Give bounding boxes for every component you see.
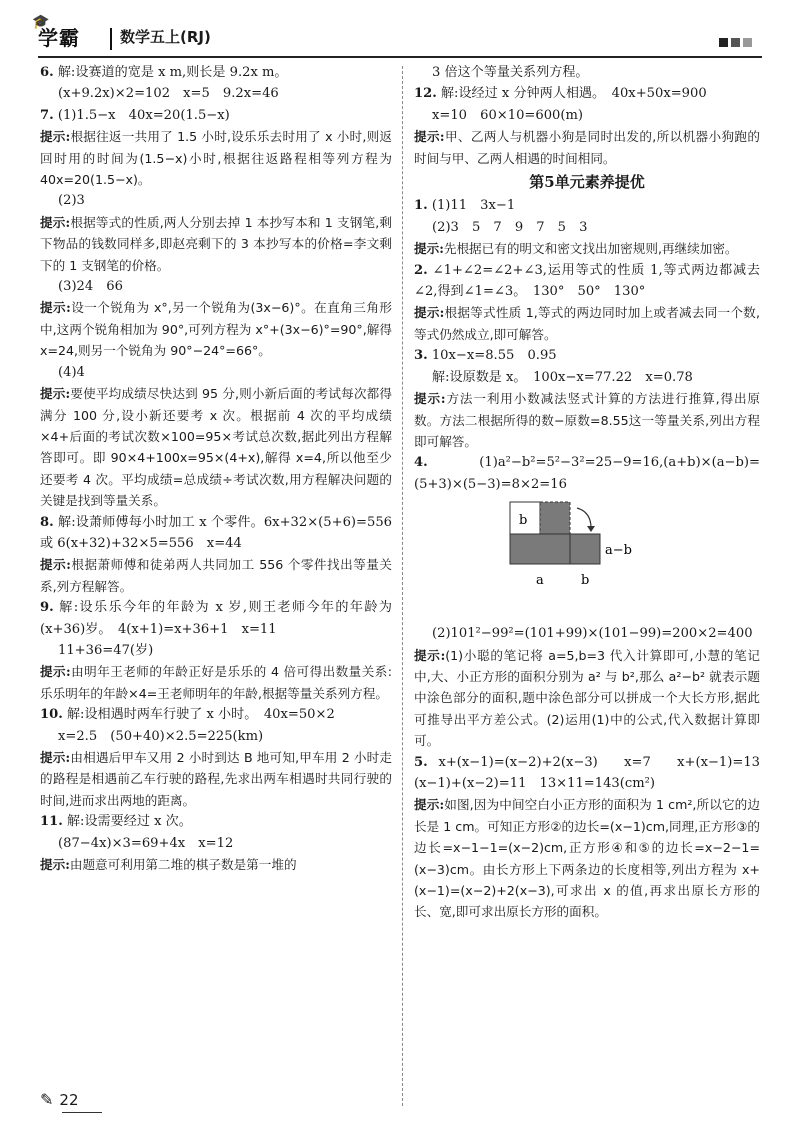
answer-line [414, 195, 760, 216]
hint-label: 提示: [40, 664, 71, 680]
answer-text: (1)a²−b²=5²−3²=25−9=16,(a+b)×(a−b)=(5+3)×(5−3)=8×2=16 [414, 455, 760, 492]
answer-text: x=10 60×10=600(m) [432, 107, 584, 123]
answer-line [40, 811, 392, 832]
answer-line [40, 597, 392, 640]
hint-text: 由题意可利用第二堆的棋子数是第一堆的 [69, 857, 297, 873]
hint-paragraph [40, 383, 392, 511]
hint-paragraph [40, 747, 392, 811]
header-mark [743, 38, 752, 47]
question-number: 5. [414, 754, 428, 770]
moved-piece-outline [540, 502, 570, 534]
answer-line [40, 276, 392, 297]
answer-line [40, 83, 392, 104]
answer-text: (2)101²−99²=(101+99)×(101−99)=200×2=400 [432, 626, 753, 642]
hint-paragraph [40, 554, 392, 597]
answer-line [414, 623, 760, 644]
cap-icon: 🎓 [32, 14, 51, 30]
hint-paragraph [414, 645, 760, 752]
question-number: 12. [414, 86, 437, 102]
answer-text: 解:设经过 x 分钟两人相遇。 40x+50x=900 [440, 86, 707, 102]
right-column-mid [414, 195, 760, 495]
hint-text: 根据萧师傅和徒弟两人共同加工 556 个零件找出等量关系,列方程解答。 [40, 557, 392, 594]
answer-line [40, 640, 392, 661]
answer-line [40, 362, 392, 383]
label-b: b [581, 573, 590, 589]
answer-line [414, 62, 760, 83]
hint-text: 根据等式的性质,两人分别去掉 1 本抄写本和 1 支钢笔,剩下物品的钱数同样多,即赵亮剩下的 3 本抄写本的价格=李文剩下的 1 支钢笔的价格。 [40, 214, 393, 273]
answer-text: (2)3 5 7 9 7 5 3 [432, 219, 588, 235]
answer-line [40, 62, 392, 83]
answer-text: 解:设乐乐今年的年龄为 x 岁,则王老师今年的年龄为(x+36)岁。 4(x+1)=x+36+1 x=11 [40, 600, 392, 637]
hint-label: 提示: [414, 647, 446, 663]
question-number: 1. [414, 198, 428, 214]
hint-text: 由明年王老师的年龄正好是乐乐的 4 倍可得出数量关系:乐乐明年的年龄×4=王老师明年的年龄,根据等量关系列方程。 [40, 664, 392, 701]
hint-label: 提示: [40, 557, 71, 573]
header-separator [110, 28, 112, 50]
answer-line [40, 190, 392, 211]
question-number: 7. [40, 107, 54, 123]
label-a-minus-b: a−b [605, 543, 632, 559]
answer-text: 解:设萧师傅每小时加工 x 个零件。6x+32×(5+6)=556 或 6(x+32)+32×5=556 x=44 [40, 514, 392, 551]
arrow-curve [577, 508, 591, 528]
hint-label: 提示: [40, 129, 71, 145]
answer-text: 解:设原数是 x。 100x−x=77.22 x=0.78 [432, 369, 693, 385]
question-number: 6. [40, 65, 54, 80]
right-column-bottom [414, 623, 774, 923]
question-number: 8. [40, 514, 54, 530]
answer-line [40, 512, 392, 555]
hint-paragraph [40, 661, 392, 704]
page-header [32, 14, 762, 64]
hint-paragraph [40, 297, 392, 361]
hint-text: 设一个锐角为 x°,另一个锐角为(3x−6)°。在直角三角形中,这两个锐角相加为 90°,可列方程为 x°+(3x−6)°=90°,解得x=24,则另一个锐角为 90°−24°=66°。 [40, 300, 392, 359]
answer-line [40, 704, 392, 725]
answer-line [414, 452, 760, 495]
answer-text: (1)11 3x−1 [431, 198, 516, 214]
answer-text: (87−4x)×3=69+4x x=12 [58, 835, 234, 851]
right-column-top [414, 62, 760, 169]
arrow-head-icon [587, 526, 595, 532]
right-column [414, 62, 774, 923]
figure-svg [509, 498, 659, 618]
hint-text: 根据等式性质 1,等式的两边同时加上或者减去同一个数,等式仍然成立,即可解答。 [414, 305, 760, 342]
answer-line [40, 833, 392, 854]
hint-label: 提示: [414, 305, 445, 321]
question-number: 10. [40, 707, 63, 723]
section-title: 第5单元素养提优 [529, 173, 645, 192]
question-number: 9. [40, 600, 54, 616]
answer-line [414, 105, 760, 126]
hint-text: 先根据已有的明文和密文找出加密规则,再继续加密。 [443, 241, 738, 257]
answer-line [414, 260, 760, 303]
page-number: 22 [59, 1091, 79, 1109]
hint-paragraph [414, 238, 760, 259]
hint-paragraph [414, 794, 760, 922]
hint-label: 提示: [40, 214, 71, 230]
hint-paragraph [414, 302, 760, 345]
left-column [40, 62, 392, 875]
hint-label: 提示: [414, 241, 444, 257]
square-difference-figure [414, 498, 760, 620]
answer-text: (2)3 [58, 193, 85, 209]
answer-text: 解:设相遇时两车行驶了 x 小时。 40x=50×2 [66, 707, 335, 723]
brand-name: 学霸 [38, 26, 80, 50]
hint-label: 提示: [414, 129, 445, 145]
hint-paragraph [40, 854, 392, 875]
hint-paragraph [414, 388, 760, 452]
column-divider [402, 66, 403, 1106]
answer-line [414, 752, 774, 795]
answer-text: 11+36=47(岁) [58, 642, 154, 658]
answer-text: 3 倍这个等量关系列方程。 [432, 65, 589, 80]
answer-line [414, 217, 760, 238]
hint-text: 由相遇后甲车又用 2 小时到达 B 地可知,甲车用 2 小时走的路程是相遇前乙车行驶的路程,先求出两车相遇时共同行驶的时间,进而求出两地的距离。 [40, 750, 392, 808]
hint-text: 如图,因为中间空白小正方形的面积为 1 cm²,所以它的边长是 1 cm。可知正方形②的边长=(x−1)cm,同理,正方形③的边长=x−1−1=(x−2)cm,正方形④和⑤的边长=x−2−1=(x−3)cm。由长方形上下两条边的长度相等,列出方程为 x+(x−1)=(x−2)+2(x−3),可求出 x 的值,再求出原长方形的长、宽,即可求出原长方形的面积。 [414, 797, 760, 920]
question-number: 2. [414, 262, 428, 278]
hint-label: 提示: [40, 857, 70, 873]
hint-text: 要使平均成绩尽快达到 95 分,则小新后面的考试每次都得满分 100 分,设小新还要考 x 次。根据前 4 次的平均成绩×4+后面的考试次数×100=95×考试总次数,据此列出方程解答即可。即 90×4+100x=95×(4+x),解得 x=4,所以他至少还要考 4 次。平均成绩=总成绩÷考试次数,用方程解决问题的关键是找到等量关系。 [40, 386, 392, 509]
header-mark [719, 38, 728, 47]
pencil-icon: ✎ [40, 1090, 54, 1109]
hint-text: 方法一利用小数减法竖式计算的方法进行推算,得出原数。方法二根据所得的数−原数=8.55这一等量关系,列出方程即可解答。 [414, 391, 760, 449]
answer-line [414, 345, 760, 366]
answer-text: (x+9.2x)×2=102 x=5 9.2x=46 [58, 86, 279, 102]
hint-paragraph [40, 126, 392, 190]
header-rule [38, 56, 762, 58]
answer-text: (4)4 [58, 364, 85, 380]
shaded-lower-left [510, 534, 570, 564]
answer-text: 解:设需要经过 x 次。 [66, 814, 192, 830]
hint-text: 甲、乙两人与机器小狗是同时出发的,所以机器小狗跑的时间与甲、乙两人相遇的时间相同。 [414, 129, 760, 166]
question-number: 11. [40, 814, 63, 830]
hint-label: 提示: [414, 391, 446, 407]
answer-text: x=2.5 (50+40)×2.5=225(km) [58, 728, 264, 744]
answer-line [40, 726, 392, 747]
header-marks [719, 38, 752, 47]
page-footer [40, 1090, 79, 1109]
label-b-top: b [519, 513, 528, 529]
answer-text: 10x−x=8.55 0.95 [431, 348, 557, 364]
hint-label: 提示: [40, 300, 71, 316]
answer-line [414, 83, 760, 104]
label-a: a [536, 573, 544, 589]
answer-text: ∠1+∠2=∠2+∠3,运用等式的性质 1,等式两边都减去∠2,得到∠1=∠3。 130° 50° 130° [414, 262, 760, 300]
shaded-moved-piece [570, 534, 600, 564]
answer-text: (1)1.5−x 40x=20(1.5−x) [57, 107, 230, 123]
brand-logo [32, 14, 80, 51]
hint-label: 提示: [414, 797, 445, 813]
question-number: 4. [414, 455, 428, 471]
header-mark [731, 38, 740, 47]
hint-paragraph [40, 212, 392, 276]
footer-rule [62, 1112, 102, 1113]
answer-text: (3)24 66 [58, 279, 123, 295]
hint-paragraph [414, 126, 760, 169]
answer-text: x+(x−1)=(x−2)+2(x−3) x=7 x+(x−1)=13 (x−1)+(x−2)=11 13×11=143(cm²) [414, 754, 774, 791]
question-number: 3. [414, 348, 428, 364]
hint-text: (1)小聪的笔记将 a=5,b=3 代入计算即可,小慧的笔记中,大、小正方形的面积分别为 a² 与 b²,那么 a²−b² 就表示题中涂色部分的面积,题中涂色部分可以拼成一个大长方形,据此可推导出平方差公式。(2)运用(1)中的公式,代入数据计算即可。 [414, 647, 760, 749]
hint-label: 提示: [40, 750, 71, 765]
answer-line [414, 367, 760, 388]
hint-text: 根据往返一共用了 1.5 小时,设乐乐去时用了 x 小时,则返回时用的时间为(1.5−x)小时,根据往返路程相等列方程为 40x=20(1.5−x)。 [40, 129, 392, 188]
subject-title: 数学五上(RJ) [120, 28, 211, 46]
answer-text: 解:设赛道的宽是 x m,则长是 9.2x m。 [57, 65, 288, 80]
answer-line [40, 105, 392, 126]
hint-label: 提示: [40, 386, 71, 402]
